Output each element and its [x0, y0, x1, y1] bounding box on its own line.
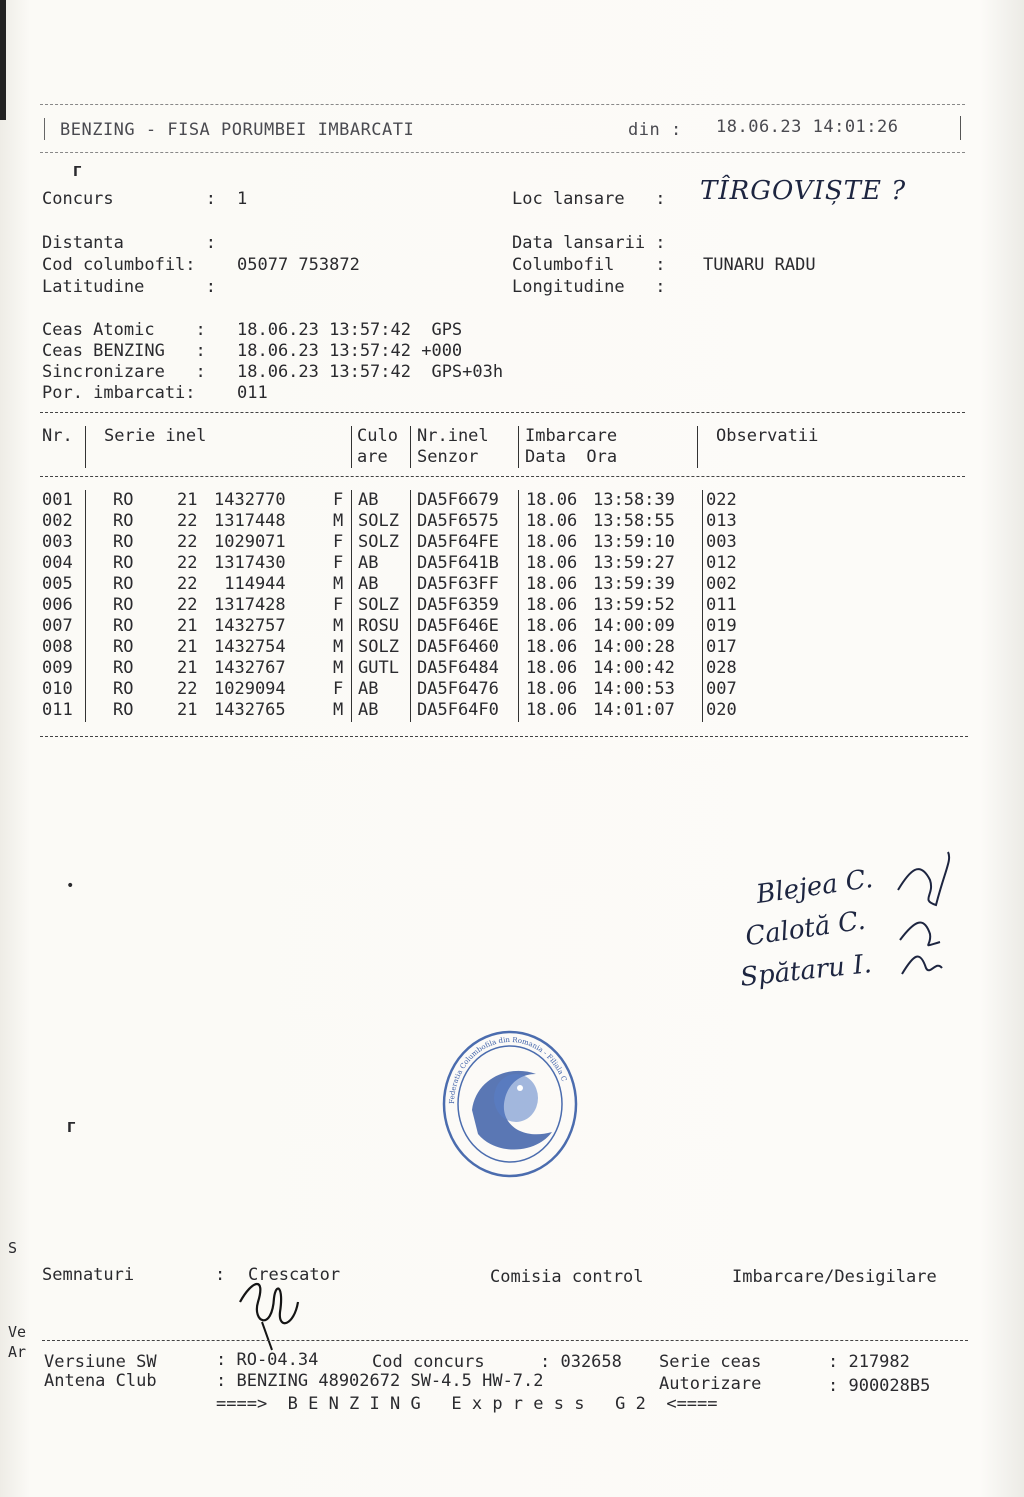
col-header-culoare: Culo — [357, 426, 398, 446]
table-header-divider-5 — [697, 426, 698, 468]
cell-observatii: 002 — [706, 574, 737, 594]
footer-rule — [42, 1340, 968, 1341]
cell-sex: M — [333, 511, 344, 531]
cell-observatii: 022 — [706, 490, 737, 510]
cell-sex: M — [333, 574, 344, 594]
cell-ora: 14:00:42 — [593, 658, 675, 678]
cell-inel: 1317428 — [214, 595, 286, 615]
cell-senzor: DA5F646E — [417, 616, 499, 636]
cell-ora: 14:00:28 — [593, 637, 675, 657]
cell-ora: 14:01:07 — [593, 700, 675, 720]
cell-culoare: AB — [358, 490, 379, 510]
cell-inel: 1029071 — [214, 532, 286, 552]
cell-tara: RO — [113, 490, 134, 510]
cod-columbofil-value: 05077 753872 — [237, 255, 360, 275]
table-row — [0, 658, 1024, 679]
header-din-label: din : — [628, 120, 682, 140]
cell-culoare: SOLZ — [358, 532, 399, 552]
imbarcare-desigilare-label: Imbarcare/Desigilare — [732, 1267, 937, 1287]
cell-observatii: 020 — [706, 700, 737, 720]
cell-sex: M — [333, 700, 344, 720]
col-header-nr: Nr. — [42, 426, 73, 446]
autorizare-label: Autorizare — [659, 1374, 762, 1394]
col-header-data-ora: Data Ora — [525, 447, 618, 467]
cell-senzor: DA5F6359 — [417, 595, 499, 615]
cell-nr: 002 — [42, 511, 73, 531]
cell-ora: 13:58:55 — [593, 511, 675, 531]
concurs-label: Concurs : — [42, 189, 216, 209]
table-body-divider-3 — [410, 490, 411, 722]
table-header-divider-3 — [410, 426, 411, 468]
table-body-divider-5 — [702, 490, 703, 722]
cell-data: 18.06 — [526, 616, 578, 636]
cell-an: 22 — [177, 574, 198, 594]
table-row — [0, 637, 1024, 658]
cell-data: 18.06 — [526, 700, 578, 720]
table-row — [0, 679, 1024, 700]
cell-observatii: 003 — [706, 532, 737, 552]
cod-concurs-label: Cod concurs — [372, 1352, 485, 1372]
stray-mark-1: • — [66, 878, 75, 894]
latitudine-label: Latitudine : — [42, 277, 216, 297]
table-row — [0, 532, 1024, 553]
col-header-culoare-2: are — [357, 447, 388, 467]
handwritten-name-1: Blejea C. — [754, 863, 875, 911]
cell-nr: 011 — [42, 700, 73, 720]
cell-nr: 005 — [42, 574, 73, 594]
cell-ora: 14:00:09 — [593, 616, 675, 636]
col-header-senzor: Senzor — [417, 447, 479, 467]
porumbei-imbarcati-label: Por. imbarcati: — [42, 383, 196, 403]
col-header-observatii: Observatii — [716, 426, 819, 446]
loc-lansare-value: TÎRGOVIȘTE ? — [700, 176, 907, 206]
versiune-sw-label: Versiune SW — [44, 1352, 157, 1372]
cell-data: 18.06 — [526, 658, 578, 678]
cell-nr: 010 — [42, 679, 73, 699]
table-body-divider-2 — [351, 490, 352, 722]
cell-senzor: DA5F6460 — [417, 637, 499, 657]
ceas-benzing-label: Ceas BENZING : — [42, 341, 206, 361]
cell-an: 22 — [177, 679, 198, 699]
cell-nr: 007 — [42, 616, 73, 636]
table-row — [0, 595, 1024, 616]
cell-observatii: 017 — [706, 637, 737, 657]
cell-sex: F — [333, 595, 344, 615]
cell-ora: 13:59:27 — [593, 553, 675, 573]
cell-data: 18.06 — [526, 490, 578, 510]
cell-sex: M — [333, 637, 344, 657]
cell-senzor: DA5F641B — [417, 553, 499, 573]
cell-ora: 14:00:53 — [593, 679, 675, 699]
ceas-atomic-value: 18.06.23 13:57:42 GPS — [237, 320, 463, 340]
handwritten-name-3: Spătaru I. — [738, 949, 874, 993]
distanta-label: Distanta : — [42, 233, 216, 253]
cell-sex: F — [333, 490, 344, 510]
cell-observatii: 012 — [706, 553, 737, 573]
porumbei-imbarcati-value: 011 — [237, 383, 268, 403]
cod-columbofil-label: Cod columbofil: — [42, 255, 196, 275]
cell-data: 18.06 — [526, 637, 578, 657]
benzing-express-banner: ====> B E N Z I N G E x p r e s s G 2 <==== — [216, 1394, 718, 1414]
margin-fragment-ve: Ve — [8, 1323, 27, 1341]
cell-observatii: 013 — [706, 511, 737, 531]
cell-data: 18.06 — [526, 532, 578, 552]
cell-an: 21 — [177, 490, 198, 510]
cell-observatii: 028 — [706, 658, 737, 678]
cell-culoare: SOLZ — [358, 637, 399, 657]
header-top-rule — [40, 104, 965, 105]
table-header-divider-4 — [518, 426, 519, 468]
semnaturi-label: Semnaturi — [42, 1265, 135, 1285]
cell-sex: M — [333, 616, 344, 636]
cell-senzor: DA5F6484 — [417, 658, 499, 678]
cell-tara: RO — [113, 553, 134, 573]
cell-an: 22 — [177, 532, 198, 552]
cell-tara: RO — [113, 616, 134, 636]
longitudine-label: Longitudine : — [512, 277, 666, 297]
col-header-serie: Serie inel — [104, 426, 207, 446]
cell-observatii: 007 — [706, 679, 737, 699]
cell-sex: F — [333, 679, 344, 699]
cell-data: 18.06 — [526, 679, 578, 699]
cell-tara: RO — [113, 595, 134, 615]
stray-mark-3: ᴦ — [72, 160, 83, 181]
cell-senzor: DA5F6679 — [417, 490, 499, 510]
cell-data: 18.06 — [526, 595, 578, 615]
table-top-rule — [40, 412, 965, 413]
cell-nr: 006 — [42, 595, 73, 615]
serie-ceas-label: Serie ceas — [659, 1352, 762, 1372]
cell-inel: 1317430 — [214, 553, 286, 573]
table-header-divider-2 — [351, 426, 352, 468]
sincronizare-value: 18.06.23 13:57:42 GPS+03h — [237, 362, 504, 382]
margin-fragment-s: S — [8, 1239, 18, 1257]
columbofil-value: TUNARU RADU — [703, 255, 816, 275]
cell-nr: 008 — [42, 637, 73, 657]
cell-an: 21 — [177, 658, 198, 678]
cell-data: 18.06 — [526, 553, 578, 573]
data-lansarii-label: Data lansarii : — [512, 233, 666, 253]
comisia-control-label: Comisia control — [490, 1267, 644, 1287]
table-row — [0, 490, 1024, 511]
document-title: BENZING - FISA PORUMBEI IMBARCATI — [60, 120, 415, 140]
cell-tara: RO — [113, 532, 134, 552]
crescator-label: Crescator — [248, 1265, 341, 1285]
margin-fragment-ar: Ar — [8, 1343, 27, 1361]
cell-senzor: DA5F63FF — [417, 574, 499, 594]
autorizare-value: : 900028B5 — [828, 1376, 931, 1396]
cell-culoare: GUTL — [358, 658, 399, 678]
antena-club-label: Antena Club — [44, 1371, 157, 1391]
handwritten-name-2: Calotă C. — [743, 905, 868, 953]
cell-inel: 114944 — [214, 574, 286, 594]
cell-an: 22 — [177, 511, 198, 531]
scan-edge — [0, 0, 6, 120]
cell-ora: 13:59:10 — [593, 532, 675, 552]
cell-an: 21 — [177, 637, 198, 657]
ceas-benzing-value: 18.06.23 13:57:42 +000 — [237, 341, 463, 361]
cell-culoare: AB — [358, 679, 379, 699]
table-header-divider-1 — [85, 426, 86, 468]
cell-ora: 13:58:39 — [593, 490, 675, 510]
cell-observatii: 019 — [706, 616, 737, 636]
cell-nr: 004 — [42, 553, 73, 573]
table-row — [0, 574, 1024, 595]
col-header-nrinel: Nr.inel — [417, 426, 489, 446]
cell-sex: F — [333, 553, 344, 573]
cell-an: 21 — [177, 700, 198, 720]
cell-culoare: AB — [358, 700, 379, 720]
table-body-divider-1 — [85, 490, 86, 722]
table-row — [0, 700, 1024, 721]
antena-club-value: : BENZING 48902672 SW-4.5 HW-7.2 — [216, 1371, 544, 1391]
cell-senzor: DA5F64F0 — [417, 700, 499, 720]
cell-culoare: SOLZ — [358, 511, 399, 531]
cell-inel: 1029094 — [214, 679, 286, 699]
cell-tara: RO — [113, 637, 134, 657]
cell-an: 22 — [177, 595, 198, 615]
columbofil-label: Columbofil : — [512, 255, 666, 275]
header-left-bar — [44, 118, 45, 140]
cell-nr: 003 — [42, 532, 73, 552]
table-body-divider-4 — [518, 490, 519, 722]
stamp-text: Federatia Columbofila din Romania - Filiala C — [447, 1035, 569, 1105]
cell-data: 18.06 — [526, 511, 578, 531]
serie-ceas-value: : 217982 — [828, 1352, 910, 1372]
cell-tara: RO — [113, 679, 134, 699]
cod-concurs-value: : 032658 — [540, 1352, 622, 1372]
cell-inel: 1317448 — [214, 511, 286, 531]
cell-tara: RO — [113, 658, 134, 678]
cell-culoare: AB — [358, 553, 379, 573]
cell-observatii: 011 — [706, 595, 737, 615]
cell-sex: F — [333, 532, 344, 552]
header-din-value: 18.06.23 14:01:26 — [716, 117, 899, 137]
ceas-atomic-label: Ceas Atomic : — [42, 320, 206, 340]
table-row — [0, 553, 1024, 574]
cell-inel: 1432767 — [214, 658, 286, 678]
cell-nr: 001 — [42, 490, 73, 510]
concurs-value: 1 — [237, 189, 248, 209]
sincronizare-label: Sincronizare : — [42, 362, 206, 382]
cell-inel: 1432754 — [214, 637, 286, 657]
loc-lansare-label: Loc lansare : — [512, 189, 666, 209]
cell-culoare: SOLZ — [358, 595, 399, 615]
cell-senzor: DA5F6575 — [417, 511, 499, 531]
table-row — [0, 616, 1024, 637]
federation-stamp — [440, 1028, 580, 1178]
versiune-sw-value: : RO-04.34 — [216, 1350, 319, 1370]
cell-tara: RO — [113, 511, 134, 531]
cell-senzor: DA5F64FE — [417, 532, 499, 552]
cell-inel: 1432757 — [214, 616, 286, 636]
commission-signatures — [890, 850, 960, 980]
cell-an: 21 — [177, 616, 198, 636]
cell-inel: 1432765 — [214, 700, 286, 720]
header-bottom-rule — [40, 152, 965, 153]
cell-tara: RO — [113, 700, 134, 720]
cell-sex: M — [333, 658, 344, 678]
cell-inel: 1432770 — [214, 490, 286, 510]
semnaturi-colon: : — [215, 1265, 226, 1285]
cell-ora: 13:59:52 — [593, 595, 675, 615]
col-header-imbarcare: Imbarcare — [525, 426, 618, 446]
table-bottom-rule — [40, 736, 968, 737]
cell-data: 18.06 — [526, 574, 578, 594]
cell-culoare: AB — [358, 574, 379, 594]
cell-culoare: ROSU — [358, 616, 399, 636]
stray-mark-2: ᴦ — [66, 1116, 77, 1137]
cell-tara: RO — [113, 574, 134, 594]
table-row — [0, 511, 1024, 532]
cell-nr: 009 — [42, 658, 73, 678]
header-right-bar — [960, 116, 961, 140]
cell-an: 22 — [177, 553, 198, 573]
table-header-rule — [40, 476, 965, 477]
cell-senzor: DA5F6476 — [417, 679, 499, 699]
cell-ora: 13:59:39 — [593, 574, 675, 594]
